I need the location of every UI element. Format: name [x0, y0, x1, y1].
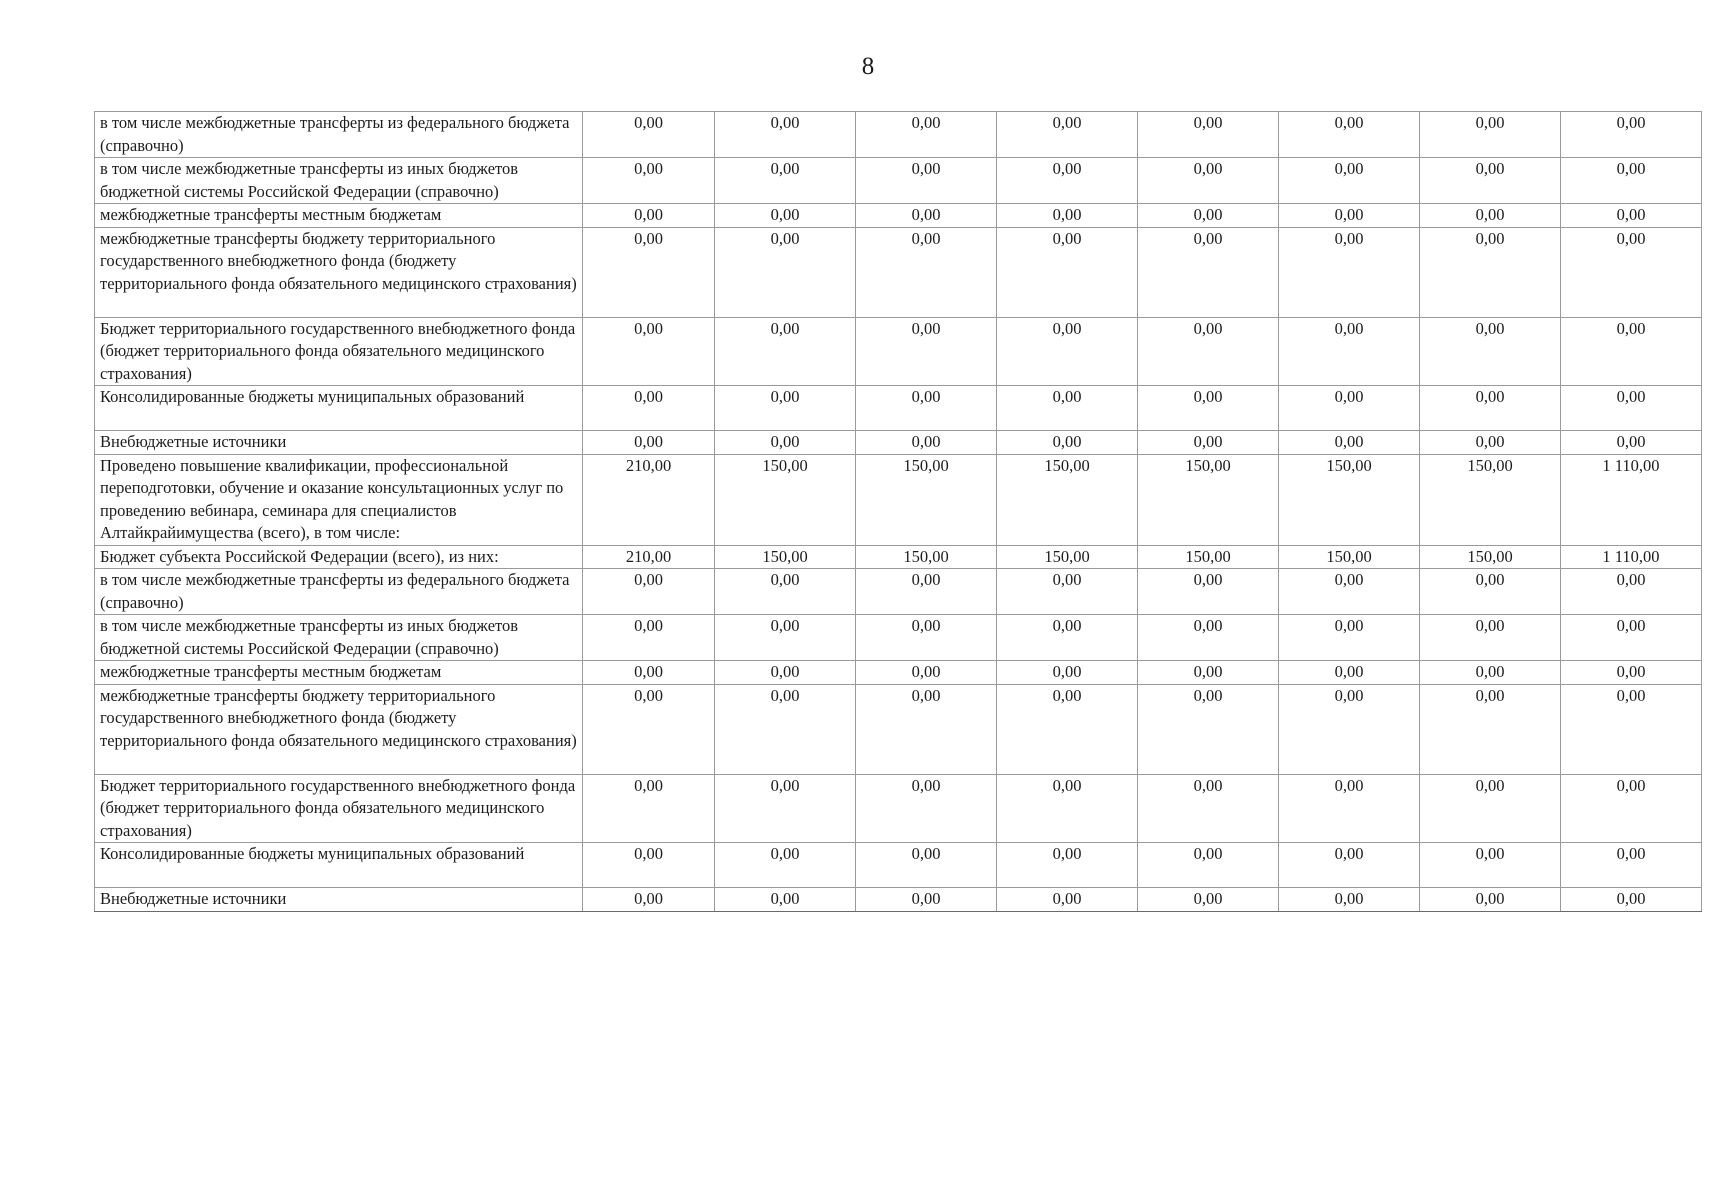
value-cell: 0,00 — [1138, 386, 1279, 431]
value-cell: 0,00 — [1420, 317, 1561, 386]
value-cell: 0,00 — [856, 774, 997, 843]
value-cell: 0,00 — [1279, 431, 1420, 455]
value-cell: 0,00 — [997, 431, 1138, 455]
value-cell: 0,00 — [997, 112, 1138, 158]
value-cell: 0,00 — [583, 843, 715, 888]
value-cell: 0,00 — [856, 569, 997, 615]
row-label: Бюджет территориального государственного внебюджетного фонда (бюджет территориального фонда обязательного медицинского страхования) — [95, 774, 583, 843]
value-cell: 1 110,00 — [1561, 454, 1702, 545]
budget-table — [94, 111, 1702, 912]
table-row — [95, 843, 1702, 888]
value-cell: 0,00 — [856, 204, 997, 228]
row-label: Консолидированные бюджеты муниципальных образований — [95, 843, 583, 888]
table-row — [95, 204, 1702, 228]
value-cell: 0,00 — [856, 684, 997, 774]
row-label: в том числе межбюджетные трансферты из федерального бюджета (справочно) — [95, 112, 583, 158]
value-cell: 150,00 — [1279, 545, 1420, 569]
value-cell: 0,00 — [1138, 204, 1279, 228]
value-cell: 0,00 — [1420, 158, 1561, 204]
value-cell: 150,00 — [1279, 454, 1420, 545]
value-cell: 0,00 — [715, 615, 856, 661]
row-label: Консолидированные бюджеты муниципальных образований — [95, 386, 583, 431]
value-cell: 0,00 — [997, 204, 1138, 228]
value-cell: 0,00 — [715, 684, 856, 774]
row-label: межбюджетные трансферты бюджету территориального государственного внебюджетного фонда (бюджету территориального фонда обязательного медицинского страхования) — [95, 227, 583, 317]
value-cell: 0,00 — [1561, 431, 1702, 455]
value-cell: 210,00 — [583, 454, 715, 545]
value-cell: 0,00 — [1279, 569, 1420, 615]
value-cell: 0,00 — [583, 112, 715, 158]
value-cell: 0,00 — [1138, 615, 1279, 661]
table-row — [95, 545, 1702, 569]
value-cell: 150,00 — [1420, 454, 1561, 545]
value-cell: 0,00 — [1561, 615, 1702, 661]
value-cell: 0,00 — [583, 888, 715, 912]
value-cell: 0,00 — [1420, 615, 1561, 661]
value-cell: 0,00 — [1420, 204, 1561, 228]
value-cell: 0,00 — [1138, 227, 1279, 317]
value-cell: 0,00 — [997, 227, 1138, 317]
value-cell: 0,00 — [997, 684, 1138, 774]
value-cell: 0,00 — [997, 843, 1138, 888]
value-cell: 150,00 — [997, 545, 1138, 569]
value-cell: 0,00 — [1420, 227, 1561, 317]
table-row — [95, 158, 1702, 204]
value-cell: 0,00 — [583, 386, 715, 431]
value-cell: 150,00 — [1138, 454, 1279, 545]
value-cell: 0,00 — [583, 615, 715, 661]
value-cell: 0,00 — [1420, 888, 1561, 912]
value-cell: 0,00 — [856, 227, 997, 317]
value-cell: 0,00 — [583, 431, 715, 455]
value-cell: 0,00 — [1279, 227, 1420, 317]
value-cell: 0,00 — [583, 204, 715, 228]
value-cell: 0,00 — [583, 774, 715, 843]
value-cell: 0,00 — [1138, 661, 1279, 685]
value-cell: 0,00 — [1279, 615, 1420, 661]
value-cell: 0,00 — [1420, 843, 1561, 888]
value-cell: 0,00 — [1561, 684, 1702, 774]
value-cell: 0,00 — [1561, 661, 1702, 685]
value-cell: 0,00 — [1420, 569, 1561, 615]
table-row — [95, 112, 1702, 158]
value-cell: 0,00 — [997, 569, 1138, 615]
table-row — [95, 454, 1702, 545]
value-cell: 0,00 — [583, 317, 715, 386]
value-cell: 1 110,00 — [1561, 545, 1702, 569]
value-cell: 0,00 — [715, 386, 856, 431]
value-cell: 0,00 — [583, 569, 715, 615]
value-cell: 0,00 — [1561, 158, 1702, 204]
row-label: межбюджетные трансферты местным бюджетам — [95, 661, 583, 685]
value-cell: 0,00 — [1279, 112, 1420, 158]
value-cell: 150,00 — [856, 545, 997, 569]
value-cell: 0,00 — [1420, 112, 1561, 158]
value-cell: 0,00 — [1420, 774, 1561, 843]
value-cell: 0,00 — [856, 661, 997, 685]
value-cell: 0,00 — [1138, 843, 1279, 888]
value-cell: 0,00 — [1561, 774, 1702, 843]
value-cell: 0,00 — [856, 317, 997, 386]
row-label: в том числе межбюджетные трансферты из федерального бюджета (справочно) — [95, 569, 583, 615]
value-cell: 0,00 — [1561, 227, 1702, 317]
value-cell: 0,00 — [583, 684, 715, 774]
value-cell: 0,00 — [1138, 888, 1279, 912]
value-cell: 150,00 — [1138, 545, 1279, 569]
value-cell: 150,00 — [1420, 545, 1561, 569]
value-cell: 0,00 — [715, 569, 856, 615]
value-cell: 0,00 — [997, 774, 1138, 843]
value-cell: 0,00 — [715, 888, 856, 912]
page-number: 8 — [861, 53, 875, 80]
value-cell: 0,00 — [1561, 888, 1702, 912]
table-row — [95, 386, 1702, 431]
value-cell: 0,00 — [1138, 431, 1279, 455]
value-cell: 0,00 — [715, 431, 856, 455]
value-cell: 0,00 — [1279, 843, 1420, 888]
table-row — [95, 615, 1702, 661]
value-cell: 0,00 — [1279, 204, 1420, 228]
value-cell: 150,00 — [997, 454, 1138, 545]
row-label: межбюджетные трансферты местным бюджетам — [95, 204, 583, 228]
value-cell: 0,00 — [856, 386, 997, 431]
value-cell: 0,00 — [997, 888, 1138, 912]
value-cell: 0,00 — [856, 888, 997, 912]
value-cell: 0,00 — [715, 227, 856, 317]
value-cell: 0,00 — [1561, 204, 1702, 228]
value-cell: 0,00 — [856, 431, 997, 455]
value-cell: 0,00 — [1420, 661, 1561, 685]
row-label: межбюджетные трансферты бюджету территориального государственного внебюджетного фонда (бюджету территориального фонда обязательного медицинского страхования) — [95, 684, 583, 774]
row-label: в том числе межбюджетные трансферты из иных бюджетов бюджетной системы Российской Федерации (справочно) — [95, 615, 583, 661]
value-cell: 0,00 — [715, 774, 856, 843]
value-cell: 0,00 — [997, 158, 1138, 204]
table-row — [95, 569, 1702, 615]
value-cell: 0,00 — [715, 112, 856, 158]
value-cell: 0,00 — [1279, 661, 1420, 685]
table-row — [95, 227, 1702, 317]
value-cell: 0,00 — [856, 615, 997, 661]
value-cell: 0,00 — [856, 158, 997, 204]
value-cell: 0,00 — [715, 204, 856, 228]
value-cell: 0,00 — [997, 386, 1138, 431]
value-cell: 150,00 — [715, 454, 856, 545]
value-cell: 0,00 — [1279, 774, 1420, 843]
row-label: Внебюджетные источники — [95, 431, 583, 455]
value-cell: 0,00 — [1561, 317, 1702, 386]
value-cell: 150,00 — [715, 545, 856, 569]
value-cell: 0,00 — [715, 843, 856, 888]
value-cell: 0,00 — [1279, 158, 1420, 204]
value-cell: 0,00 — [1138, 317, 1279, 386]
table-body — [95, 112, 1702, 912]
row-label: Бюджет субъекта Российской Федерации (всего), из них: — [95, 545, 583, 569]
value-cell: 0,00 — [1138, 158, 1279, 204]
value-cell: 0,00 — [997, 661, 1138, 685]
row-label: Внебюджетные источники — [95, 888, 583, 912]
row-label: Проведено повышение квалификации, профессиональной переподготовки, обучение и оказание консультационных услуг по проведению вебинара, семинара для специалистов Алтайкрайимущества (всего), в том числе: — [95, 454, 583, 545]
value-cell: 0,00 — [583, 158, 715, 204]
row-label: в том числе межбюджетные трансферты из иных бюджетов бюджетной системы Российской Федерации (справочно) — [95, 158, 583, 204]
table-row — [95, 317, 1702, 386]
table-row — [95, 431, 1702, 455]
value-cell: 0,00 — [1279, 888, 1420, 912]
value-cell: 0,00 — [1138, 112, 1279, 158]
value-cell: 0,00 — [1420, 431, 1561, 455]
value-cell: 0,00 — [856, 843, 997, 888]
value-cell: 0,00 — [1561, 112, 1702, 158]
value-cell: 0,00 — [1561, 843, 1702, 888]
value-cell: 0,00 — [1279, 317, 1420, 386]
table-row — [95, 684, 1702, 774]
value-cell: 0,00 — [583, 227, 715, 317]
table-row — [95, 774, 1702, 843]
value-cell: 0,00 — [715, 317, 856, 386]
value-cell: 210,00 — [583, 545, 715, 569]
value-cell: 0,00 — [1138, 569, 1279, 615]
value-cell: 0,00 — [1420, 684, 1561, 774]
value-cell: 0,00 — [856, 112, 997, 158]
value-cell: 0,00 — [1561, 386, 1702, 431]
table-row — [95, 661, 1702, 685]
value-cell: 0,00 — [997, 615, 1138, 661]
value-cell: 0,00 — [1138, 774, 1279, 843]
value-cell: 0,00 — [1561, 569, 1702, 615]
value-cell: 0,00 — [1279, 386, 1420, 431]
value-cell: 0,00 — [1279, 684, 1420, 774]
value-cell: 0,00 — [715, 661, 856, 685]
value-cell: 0,00 — [997, 317, 1138, 386]
value-cell: 150,00 — [856, 454, 997, 545]
value-cell: 0,00 — [715, 158, 856, 204]
row-label: Бюджет территориального государственного внебюджетного фонда (бюджет территориального фонда обязательного медицинского страхования) — [95, 317, 583, 386]
table-row — [95, 888, 1702, 912]
value-cell: 0,00 — [1138, 684, 1279, 774]
value-cell: 0,00 — [583, 661, 715, 685]
value-cell: 0,00 — [1420, 386, 1561, 431]
